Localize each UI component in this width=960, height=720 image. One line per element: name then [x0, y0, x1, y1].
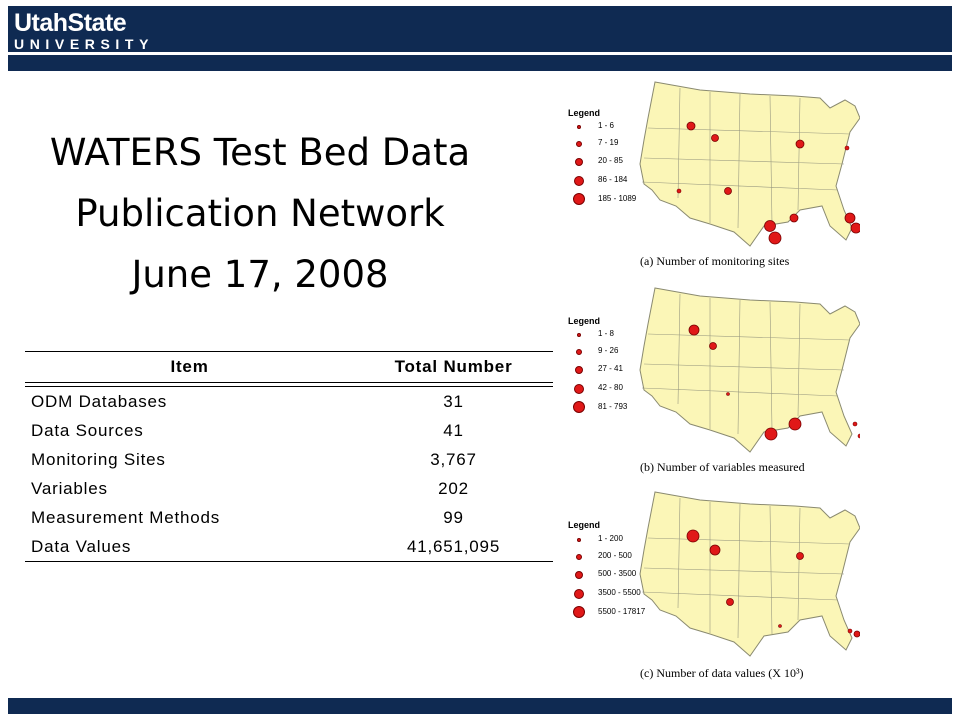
table-row: [25, 445, 553, 474]
legend-label: 7 - 19: [598, 138, 619, 147]
legend-label: 1 - 8: [598, 329, 615, 338]
row-label: Monitoring Sites: [31, 449, 166, 469]
legend-label: 20 - 85: [598, 156, 623, 165]
summary-table: [25, 351, 553, 562]
legend-dot: [574, 589, 584, 599]
header-rule: [8, 55, 952, 71]
legend-label: 9 - 26: [598, 346, 619, 355]
legend-dot: [577, 125, 581, 129]
legend-dot: [575, 158, 583, 166]
row-label: Data Sources: [31, 420, 144, 440]
slide-title: [10, 122, 510, 305]
table-row: [25, 416, 553, 445]
legend-label: 500 - 3500: [598, 569, 637, 578]
column-header-total: Total Number: [354, 352, 553, 383]
legend-title: Legend: [568, 316, 601, 326]
legend-dot: [576, 349, 582, 355]
row-label: Measurement Methods: [31, 507, 221, 527]
table-row: [25, 387, 553, 417]
map-caption: (b) Number of variables measured: [640, 460, 805, 474]
legend-dot: [573, 606, 585, 618]
column-header-item: Item: [25, 352, 354, 383]
legend-label: 42 - 80: [598, 383, 623, 392]
legend-title: Legend: [568, 108, 601, 118]
row-label: Data Values: [25, 532, 354, 562]
legend-label: 200 - 500: [598, 551, 632, 560]
map-panel-variables: [560, 284, 860, 480]
logo-subtitle: UNIVERSITY: [14, 36, 155, 52]
row-value: 202: [438, 478, 469, 498]
title-line-2: Publication Network: [75, 192, 445, 235]
row-value: 99: [443, 507, 464, 527]
row-value: 31: [443, 391, 464, 411]
row-value: 3,767: [430, 449, 477, 469]
title-line-1: WATERS Test Bed Data: [49, 131, 471, 174]
legend-label: 81 - 793: [598, 402, 628, 411]
usu-logo[interactable]: [14, 10, 154, 52]
legend-label: 185 - 1089: [598, 194, 637, 203]
legend-dot: [577, 538, 581, 542]
legend-label: 86 - 184: [598, 175, 628, 184]
legend-dot: [576, 554, 582, 560]
legend-label: 1 - 200: [598, 534, 623, 543]
legend-dot: [577, 333, 581, 337]
legend-dot: [574, 384, 584, 394]
map-caption: (a) Number of monitoring sites: [640, 254, 790, 268]
us-map-outline: [640, 82, 860, 246]
us-map-variables: [560, 284, 860, 480]
legend-dot: [575, 571, 583, 579]
legend-title: Legend: [568, 520, 601, 530]
legend-label: 27 - 41: [598, 364, 623, 373]
logo-wordmark: UtahState: [14, 9, 127, 37]
title-line-3: June 17, 2008: [131, 253, 389, 296]
map-panel-values: [560, 488, 860, 688]
table-row: [25, 532, 553, 562]
legend-dot: [576, 141, 582, 147]
row-label: ODM Databases: [31, 391, 168, 411]
us-map-outline: [640, 288, 860, 452]
legend-dot: [573, 193, 585, 205]
legend-dot: [573, 401, 585, 413]
map-caption: (c) Number of data values (X 10³): [640, 666, 804, 680]
map-panel-sites: [560, 78, 860, 278]
legend-label: 1 - 6: [598, 121, 615, 130]
row-label: Variables: [31, 478, 108, 498]
table-header-row: [25, 352, 553, 383]
footer-bar: [8, 698, 952, 714]
row-value: 41: [443, 420, 464, 440]
us-map-outline: [640, 492, 860, 656]
legend-label: 3500 - 5500: [598, 588, 641, 597]
legend-label: 5500 - 17817: [598, 607, 646, 616]
table-row: [25, 503, 553, 532]
table-row: [25, 474, 553, 503]
legend-dot: [575, 366, 583, 374]
legend-dot: [574, 176, 584, 186]
row-value: 41,651,095: [354, 532, 553, 562]
